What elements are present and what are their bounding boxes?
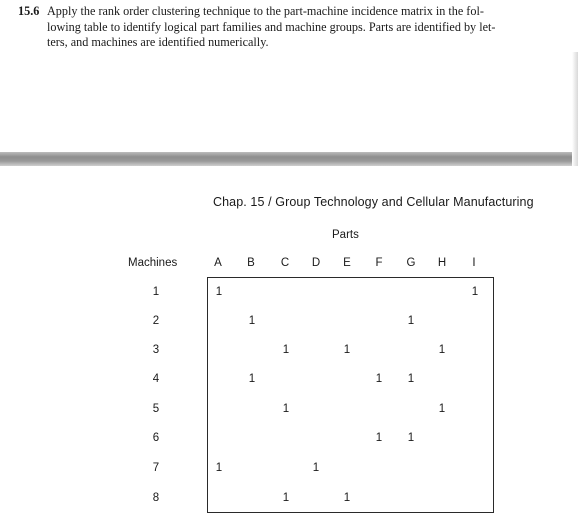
machines-heading: Machines — [128, 257, 178, 269]
incidence-matrix-box — [207, 277, 494, 513]
matrix-cell: 1 — [407, 373, 415, 385]
part-label-e: E — [343, 257, 351, 269]
matrix-cell: 1 — [438, 344, 446, 356]
matrix-cell: 1 — [343, 344, 351, 356]
problem-text — [47, 4, 527, 51]
matrix-cell: 1 — [248, 373, 256, 385]
matrix-cell: 1 — [282, 492, 290, 504]
matrix-cell: 1 — [312, 462, 320, 474]
matrix-cell: 1 — [282, 344, 290, 356]
part-label-i: I — [472, 257, 476, 269]
problem-line: ters, and machines are identified numerically. — [47, 35, 269, 49]
machine-label-7: 7 — [152, 462, 160, 474]
machine-label-8: 8 — [152, 492, 160, 504]
part-label-f: F — [375, 257, 383, 269]
matrix-cell: 1 — [282, 403, 290, 415]
part-label-g: G — [406, 257, 416, 269]
part-label-a: A — [214, 257, 222, 269]
part-label-d: D — [311, 257, 321, 269]
parts-heading: Parts — [332, 229, 359, 241]
matrix-cell: 1 — [343, 492, 351, 504]
matrix-cell: 1 — [375, 432, 383, 444]
chapter-header: Chap. 15 / Group Technology and Cellular Manufacturing — [213, 195, 534, 209]
part-label-h: H — [437, 257, 447, 269]
page-divider — [0, 152, 578, 166]
matrix-cell: 1 — [215, 462, 223, 474]
problem-line: Apply the rank order clustering technique to the part-machine incidence matrix in the fol- — [47, 4, 484, 18]
book-spine-shadow — [572, 52, 578, 166]
problem-line: lowing table to identify logical part families and machine groups. Parts are identified by let- — [47, 19, 496, 34]
machine-label-1: 1 — [152, 286, 160, 298]
matrix-cell: 1 — [471, 286, 479, 298]
matrix-cell: 1 — [407, 315, 415, 327]
machine-label-4: 4 — [152, 373, 160, 385]
matrix-cell: 1 — [375, 373, 383, 385]
problem-number: 15.6 — [18, 4, 40, 18]
matrix-cell: 1 — [215, 286, 223, 298]
matrix-cell: 1 — [248, 315, 256, 327]
machine-label-3: 3 — [152, 344, 160, 356]
machine-label-5: 5 — [152, 403, 160, 415]
matrix-cell: 1 — [438, 403, 446, 415]
machine-label-2: 2 — [152, 315, 160, 327]
part-label-b: B — [247, 257, 255, 269]
matrix-cell: 1 — [407, 432, 415, 444]
part-label-c: C — [280, 257, 290, 269]
machine-label-6: 6 — [152, 432, 160, 444]
